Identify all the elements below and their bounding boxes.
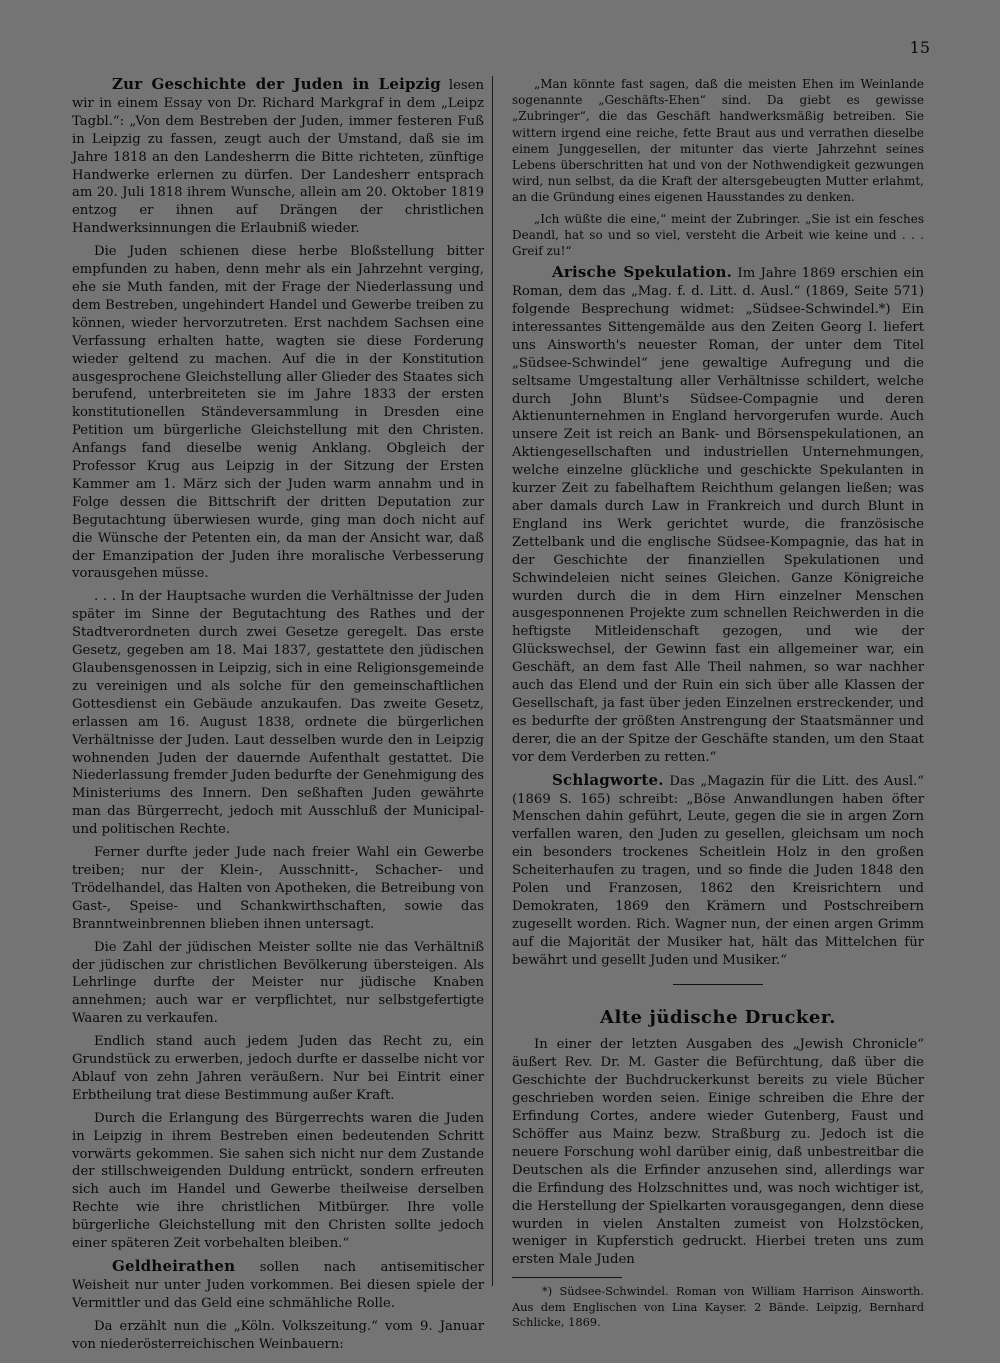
section-body: In einer der letzten Ausgaben des „Jewish Chronicle“ äußert Rev. Dr. M. Gaster die Befürchtung, daß über die Geschichte der Buchdruckerkunst bereits zu viele Bücher geschrieben worden seien. Einige schreiben die Ehre der Erfindung Cortes, andere wieder Gutenberg, Faust und Schöffer aus Mainz bezw. Straßburg zu. Jedoch ist die neuere Forschung wohl darüber einig, daß unbestreitbar die Deutschen als die Erfinder anzusehen sind, allerdings war die Erfindung des Holzschnittes und, was noch wichtiger ist, die Herstellung der Spielkarten vorausgegangen, denn diese wurden in vielen Anstalten zumeist von Holzstöcken, weniger in Kupferstich gedruckt. Hierbei treten uns zum ersten Male Juden [512, 1037, 924, 1268]
article-schlagworte [512, 772, 924, 970]
article-arische-spekulation [512, 264, 924, 766]
left-column [72, 76, 484, 1359]
paragraph: Da erzählt nun die „Köln. Volkszeitung.“ vom 9. Januar von niederösterreichischen Weinbauern: [72, 1318, 484, 1352]
article-text: lesen wir in einem Essay von Dr. Richard Markgraf in dem „Leipz Tagbl.“: „Von dem Bestreben der Juden, immer festeren Fuß in Leipzig zu fassen, zeugt auch der Umstand, daß sie im Jahre 1818 an den Landesherrn die Bitte richteten, zünftige Handwerke erlernen zu dürfen. Der Landesherr entsprach am 20. Juli 1818 ihrem Wunsche, allein am 20. Oktober 1819 entzog er ihnen auf Drängen der christlichen Handwerksinnungen die Erlaubniß wieder. [72, 78, 484, 237]
paragraph: . . . In der Hauptsache wurden die Verhältnisse der Juden später im Sinne der Begutachtung des Rathes und der Stadtverordneten durch zwei Gesetze geregelt. Das erste Gesetz, gegeben am 18. Mai 1837, gestattete den jüdischen Glaubensgenossen in Leipzig, sich in eine Religionsgemeinde zu vereinigen und als solche für den gemeinschaftlichen Gottesdienst ein Gebäude anzukaufen. Das zweite Gesetz, erlassen am 16. August 1838, ordnete die bürgerlichen Verhältnisse der Juden. Laut desselben wurde den in Leipzig wohnenden Juden der dauernde Aufenthalt gestattet. Die Niederlassung fremder Juden bedurfte der Genehmigung des Ministeriums des Innern. Den seßhaften Juden gewährte man das Bürgerrecht, jedoch mit Ausschluß der Municipal- und politischen Rechte. [72, 589, 484, 838]
paragraph: Ferner durfte jeder Jude nach freier Wahl ein Gewerbe treiben; nur der Klein-, Ausschnitt-, Schacher- und Trödelhandel, das Halten von Apotheken, die Betreibung von Gast-, Speise- und Schankwirthschaften, sowie das Branntweinbrennen blieben ihnen untersagt. [72, 845, 484, 932]
footnote: *) Südsee-Schwindel. Roman von William Harrison Ainsworth. Aus dem Englischen von Lina Kayser. 2 Bände. Leipzig, Bernhard Schlicke, 1869. [512, 1284, 924, 1330]
article-text: Im Jahre 1869 erschien ein Roman, dem das „Mag. f. d. Litt. d. Ausl.“ (1869, Seite 571) folgende Besprechung widmet: „Südsee-Schwindel.*) Ein interessantes Sittengemälde aus den Zeiten Georg I. liefert uns Ainsworth's neuester Roman, der unter dem Titel „Südsee-Schwindel“ jene gewaltige Aufregung und die seltsame Umgestaltung aller Verhältnisse schildert, welche durch John Blunt's Südsee-Compagnie und deren Aktienunternehmen in England hervorgerufen wurde. Auch unsere Zeit ist reich an Bank- und Börsenspekulationen, an Aktiengesellschaften und industriellen Unternehmungen, welche einzelne glückliche und geschickte Spekulanten in kurzer Zeit zu fabelhaftem Reichthum gelangen ließen; was aber damals durch Law in Frankreich und durch Blunt in England ins Werk gerichtet wurde, die französische Zettelbank und die englische Südsee-Kompagnie, das hat in der Geschichte der finanziellen Spekulationen und Schwindeleien nicht seines Gleichen. Ganze Königreiche wurden durch die in dem Hirn einzelner Menschen ausgesponnenen Projekte zum schnellen Reichwerden in die heftigste Mitleidenschaft gezogen, und wie der Glückswechsel, der Gewinn fast ein allgemeiner war, ein Geschäft, an dem fast Alle Theil nahmen, so war nachher auch das Elend und der Ruin ein sich über alle Klassen der Gesellschaft, ja fast über jeden Einzelnen erstreckender, und es bedurfte der größten Anstrengung der Staatsmänner und derer, die an der Spitze der Geschäfte standen, um den Staat vor dem Verderben zu retten.“ [512, 266, 924, 765]
article-text: sollen nach antisemitischer Weisheit nur unter Juden vorkommen. Bei diesen spiele der Vermittler und das Geld eine schmähliche Rolle. [72, 1260, 484, 1311]
section-title: Alte jüdische Drucker. [600, 1006, 836, 1028]
article-juden-leipzig [72, 76, 484, 238]
article-text: Das „Magazin für die Litt. des Ausl.“ (1869 S. 165) schreibt: „Böse Anwandlungen haben öfter Menschen dahin geführt, Leute, gegen die sie in argen Zorn verfallen waren, den Juden zu gesellen, gleichsam um noch ein besonders trockenes Scheitlein Holz in den großen Scheiterhaufen zu tragen, und so finde die Juden 1848 den Polen und Franzosen, 1862 den Kreisrichtern und Demokraten, 1869 den Krämern und Postschreibern zugesellt worden. Rich. Wagner nun, der einen argen Grimm auf die Majorität der Musiker hat, hält das Mittelchen für bewährt und gesellt Juden und Musiker.“ [512, 773, 924, 968]
column-rule [492, 76, 493, 1286]
article-heading: Geldheirathen [112, 1257, 236, 1275]
right-column [512, 76, 924, 1335]
article-heading: Arische Spekulation. [552, 263, 733, 282]
quote-paragraph: „Man könnte fast sagen, daß die meisten Ehen im Weinlande sogenannte „Geschäfts-Ehen“ sind. Da giebt es gewisse „Zubringer“, die das Geschäft handwerksmäßig betreiben. Sie wittern irgend eine reiche, fette Braut aus und verrathen dieselbe einem Junggesellen, der mitunter das vierte Jahrzehnt seines Lebens überschritten hat und von der Nothwendigkeit gezwungen wird, nun selbst, da die Kraft der altersgebeugten Mutter erlahmt, an die Gründung eines eigenen Hausstandes zu denken. [512, 77, 924, 205]
quote-paragraph: „Ich wüßte die eine,“ meint der Zubringer. „Sie ist ein fesches Deandl, hat so und so viel, versteht die Arbeit wie keine und . . . Greif zu!“ [512, 211, 924, 259]
paragraph: Die Juden schienen diese herbe Bloßstellung bitter empfunden zu haben, denn mehr als ein Jahrzehnt verging, ehe sie Muth fanden, mit der Frage der Niederlassung und dem Bestreben, ungehindert Handel und Gewerbe treiben zu können, wieder hervorzutreten. Erst nachdem Sachsen eine Verfassung erhalten hatte, wagten sie diese Forderung wieder geltend zu machen. Auf die in der Konstitution ausgesprochene Gleichstellung aller Glieder des Staates sich berufend, unterbreiteten sie im Jahre 1833 der ersten konstitutionellen Ständeversammlung in Dresden eine Petition um bürgerliche Gleichstellung mit den Christen. Anfangs fand dieselbe wenig Anklang. Obgleich der Professor Krug aus Leipzig in der Sitzung der Ersten Kammer am 1. März sich der Juden warm annahm und in Folge dessen die Bittschrift der dritten Deputation zur Begutachtung überwiesen wurde, ging man doch nicht auf die Wünsche der Petenten ein, da man der Ansicht war, daß der Emanzipation der Juden ihre moralische Verbesserung vorausgehen müsse. [72, 244, 484, 582]
footnote-rule [512, 1277, 622, 1278]
paragraph: Die Zahl der jüdischen Meister sollte nie das Verhältniß der jüdischen zur christlichen Bevölkerung übersteigen. Als Lehrlinge durfte der Meister nur jüdische Knaben annehmen; auch war er verpflichtet, nur selbstgefertigte Waaren zu verkaufen. [72, 939, 484, 1027]
section-divider [673, 984, 763, 985]
article-heading: Zur Geschichte der Juden in Leipzig [112, 75, 441, 93]
article-geldheirathen [72, 1258, 484, 1313]
page-number: 15 [909, 38, 930, 57]
paragraph: Durch die Erlangung des Bürgerrechts waren die Juden in Leipzig in ihrem Bestreben einen bedeutenden Schritt vorwärts gekommen. Sie sahen sich nicht nur dem Zustande der stillschweigenden Duldung entrückt, sondern erfreuten sich auch im Handel und Gewerbe theilweise derselben Rechte wie ihre christlichen Mitbürger. Ihre volle bürgerliche Gleichstellung mit den Christen sollte jedoch einer späteren Zeit vorbehalten bleiben.“ [72, 1110, 484, 1252]
paragraph: Endlich stand auch jedem Juden das Recht zu, ein Grundstück zu erwerben, jedoch durfte er dasselbe nicht vor Ablauf von zehn Jahren veräußern. Nur bei Eintrit einer Erbtheilung trat diese Bestimmung außer Kraft. [72, 1034, 484, 1103]
article-heading: Schlagworte. [552, 770, 664, 789]
